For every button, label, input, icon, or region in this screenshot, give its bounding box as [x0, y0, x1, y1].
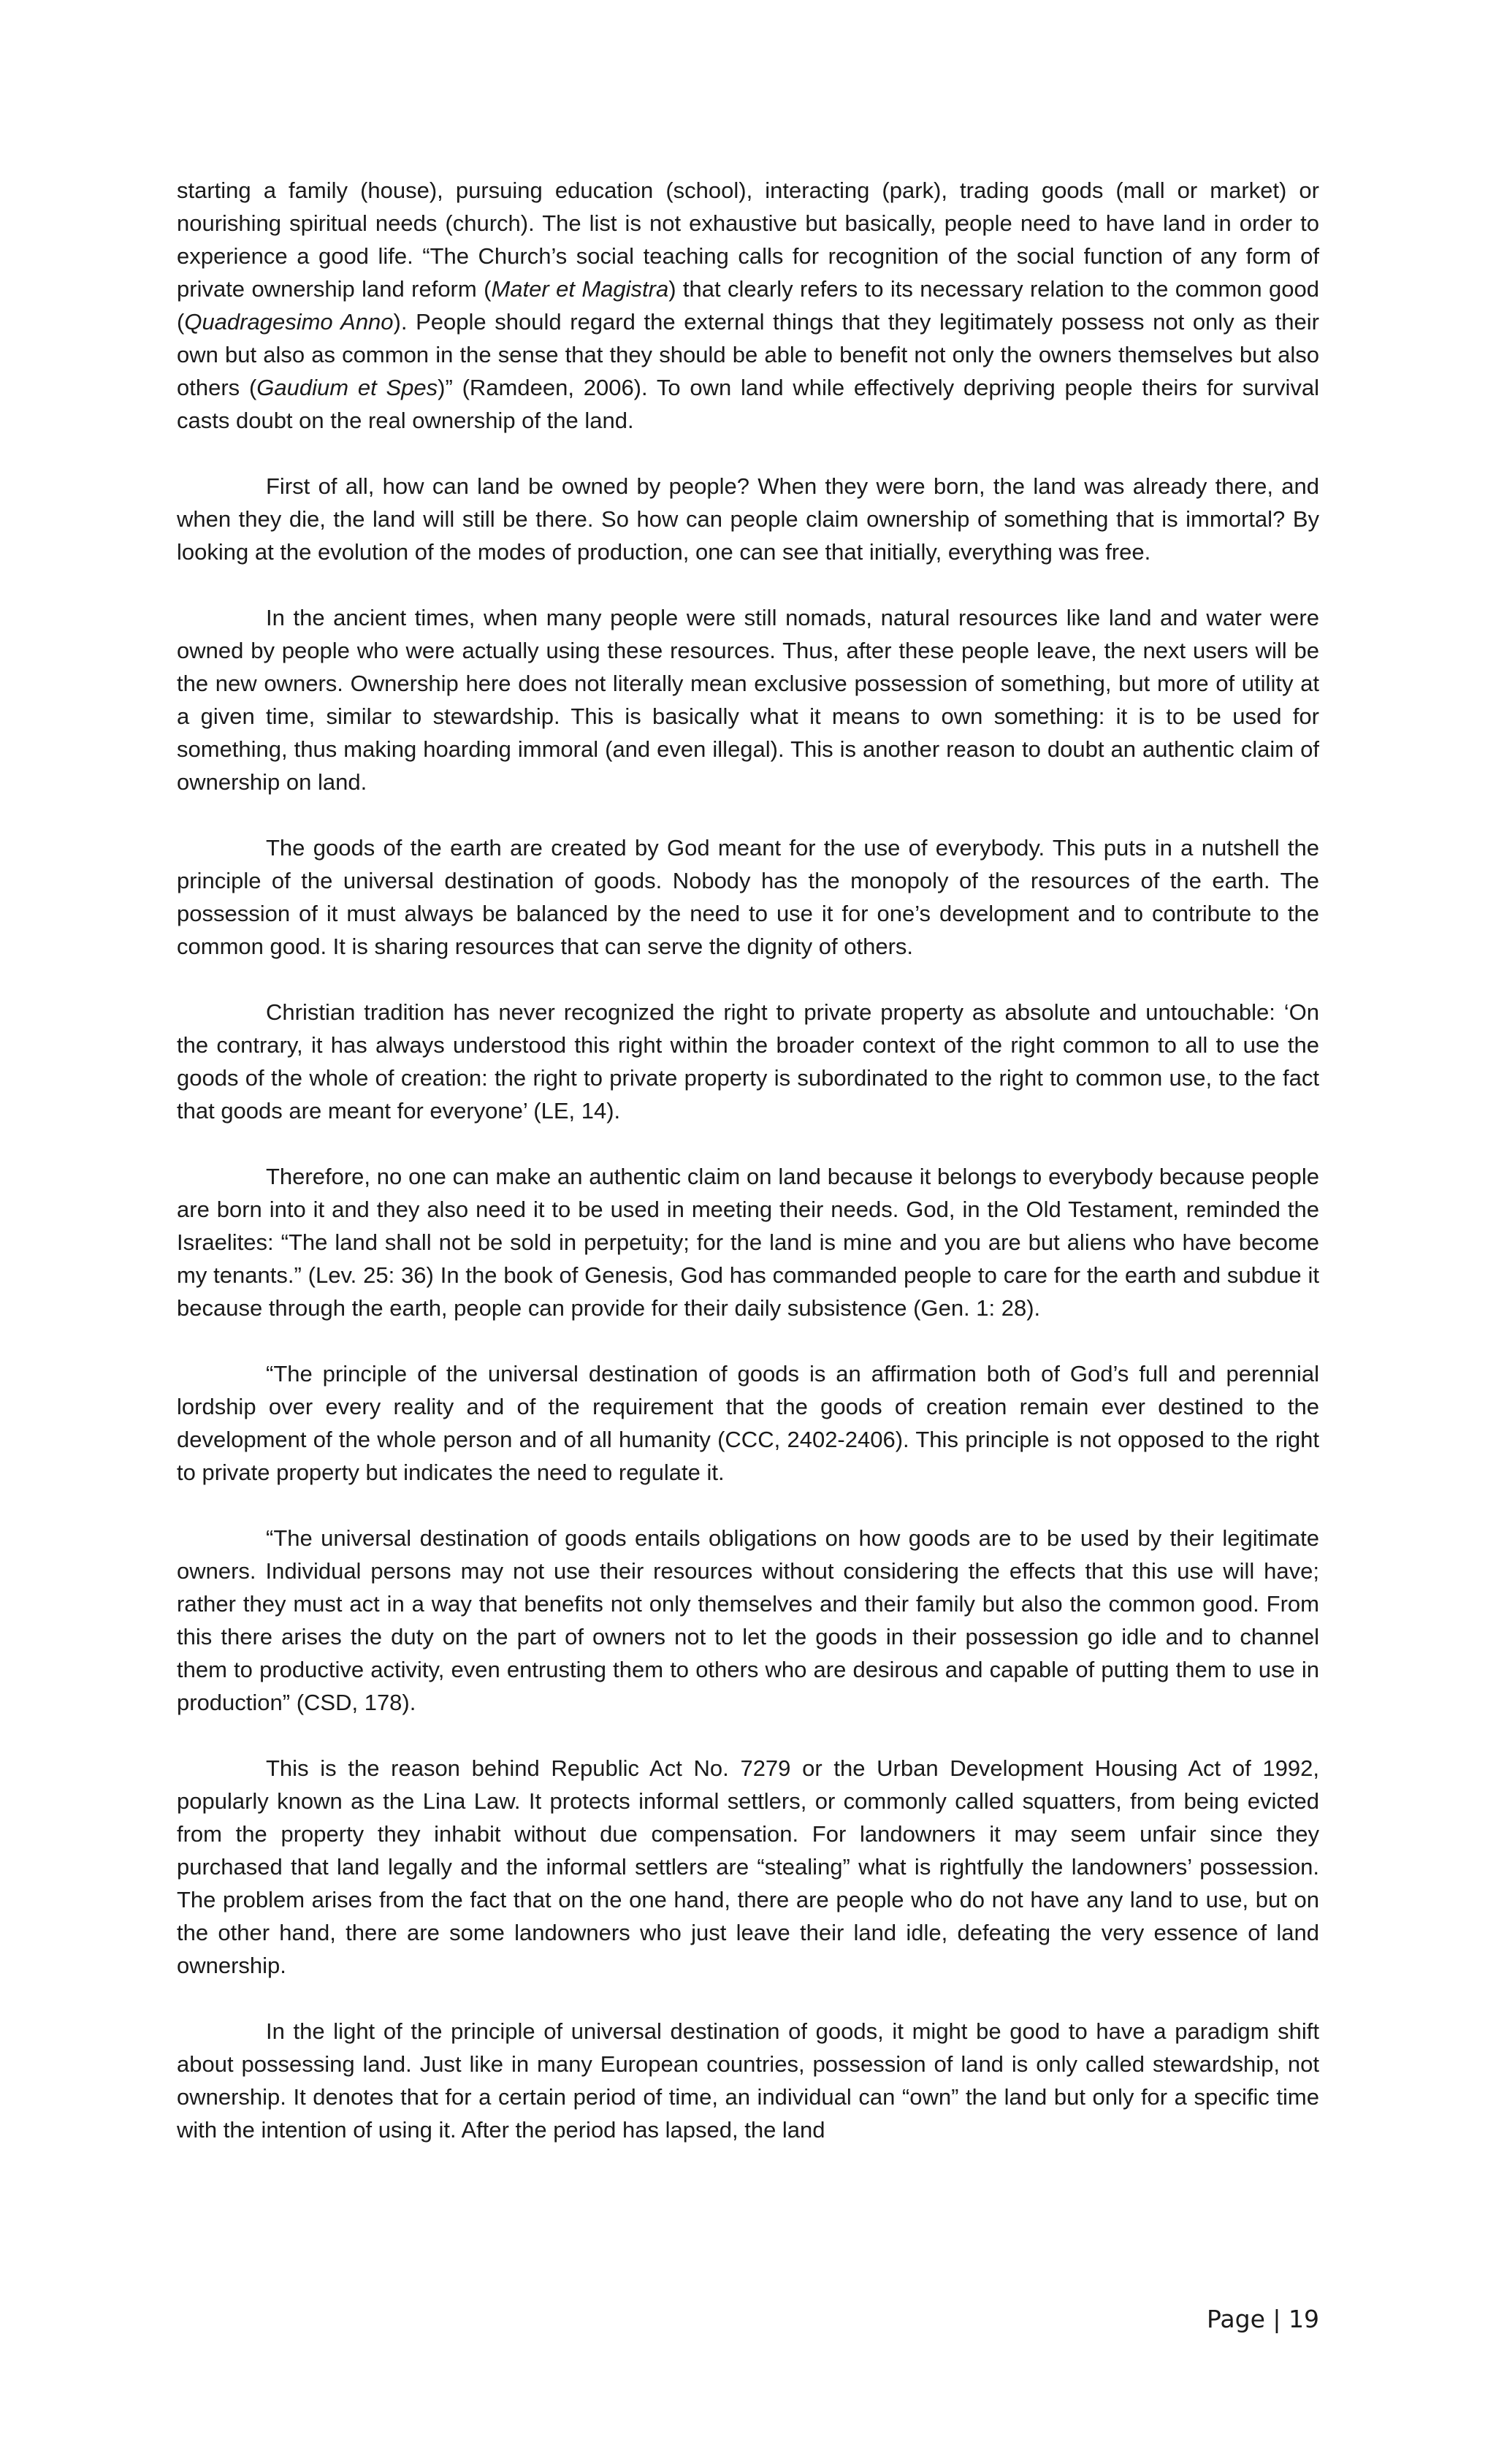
paragraph: [177, 601, 1319, 798]
italic-title: Gaudium et Spes: [256, 375, 438, 400]
paragraph: [177, 1357, 1319, 1489]
paragraph: [177, 1160, 1319, 1324]
text-segment: )” (Ramdeen, 2006). To own land while effectively depriving people theirs for survival casts doubt on the real ownership of the land.: [177, 375, 1319, 433]
paragraph: [177, 1752, 1319, 1982]
text-segment: The goods of the earth are created by God meant for the use of everybody. This puts in a nutshell the principle of the universal destination of goods. Nobody has the monopoly of the resources of the earth. The possession of it must always be balanced by the need to use it for one’s development and to contribute to the common good. It is sharing resources that can serve the dignity of others.: [177, 835, 1319, 959]
paragraph: [177, 996, 1319, 1127]
italic-title: Mater et Magistra: [491, 276, 669, 302]
paragraph: [177, 1522, 1319, 1719]
text-segment: In the light of the principle of universal destination of goods, it might be good to have a paradigm shift about possessing land. Just like in many European countries, possession of land is only called stewardship, not ownership. It denotes that for a certain period of time, an individual can “own” the land but only for a specific time with the intention of using it. After the period has lapsed, the land: [177, 2018, 1319, 2143]
paragraph: [177, 2015, 1319, 2146]
text-segment: Christian tradition has never recognized the right to private property as absolute and untouchable: ‘On the contrary, it has always understood this right within the broader context of the right common to all to use the goods of the whole of creation: the right to private property is subordinated to the right to common use, to the fact that goods are meant for everyone’ (LE, 14).: [177, 999, 1319, 1124]
body-text: [177, 174, 1319, 2146]
text-segment: First of all, how can land be owned by people? When they were born, the land was already there, and when they die, the land will still be there. So how can people claim ownership of something that is immortal? By looking at the evolution of the modes of production, one can see that initially, everything was free.: [177, 473, 1319, 565]
page-number: Page | 19: [1207, 2305, 1319, 2333]
text-segment: ). People should regard the external things that they legitimately possess not only as their own but also as common in the sense that they should be able to benefit not only the owners themselves but also others (: [177, 309, 1319, 400]
paragraph: [177, 470, 1319, 568]
text-segment: “The universal destination of goods entails obligations on how goods are to be used by their legitimate owners. Individual persons may not use their resources without considering the effects that this use will have; rather they must act in a way that benefits not only themselves and their family but also the common good. From this there arises the duty on the part of owners not to let the goods in their possession go idle and to channel them to productive activity, even entrusting them to others who are desirous and capable of putting them to use in production” (CSD, 178).: [177, 1525, 1319, 1715]
text-segment: “The principle of the universal destination of goods is an affirmation both of God’s full and perennial lordship over every reality and of the requirement that the goods of creation remain ever destined to the development of the whole person and of all humanity (CCC, 2402-2406). This principle is not opposed to the right to private property but indicates the need to regulate it.: [177, 1361, 1319, 1485]
text-segment: starting a family (house), pursuing education (school), interacting (park), trading goods (mall or market) or nourishing spiritual needs (church). The list is not exhaustive but basically, people need to have land in order to experience a good life. “The Church’s social teaching calls for recognition of the social function of any form of private ownership land reform (: [177, 178, 1319, 302]
text-segment: Therefore, no one can make an authentic claim on land because it belongs to everybody because people are born into it and they also need it to be used in meeting their needs. God, in the Old Testament, reminded the Israelites: “The land shall not be sold in perpetuity; for the land is mine and you are but aliens who have become my tenants.” (Lev. 25: 36) In the book of Genesis, God has commanded people to care for the earth and subdue it because through the earth, people can provide for their daily subsistence (Gen. 1: 28).: [177, 1164, 1319, 1321]
text-segment: In the ancient times, when many people were still nomads, natural resources like land and water were owned by people who were actually using these resources. Thus, after these people leave, the next users will be the new owners. Ownership here does not literally mean exclusive possession of something, but more of utility at a given time, similar to stewardship. This is basically what it means to own something: it is to be used for something, thus making hoarding immoral (and even illegal). This is another reason to doubt an authentic claim of ownership on land.: [177, 605, 1319, 795]
paragraph: [177, 174, 1319, 437]
paragraph: [177, 831, 1319, 963]
text-segment: ) that clearly refers to its necessary relation to the common good (: [177, 276, 1320, 335]
text-segment: This is the reason behind Republic Act No. 7279 or the Urban Development Housing Act of 1992, popularly known as the Lina Law. It protects informal settlers, or commonly called squatters, from being evicted from the property they inhabit without due compensation. For landowners it may seem unfair since they purchased that land legally and the informal settlers are “stealing” what is rightfully the landowners’ possession. The problem arises from the fact that on the one hand, there are people who do not have any land to use, but on the other hand, there are some landowners who just leave their land idle, defeating the very essence of land ownership.: [177, 1755, 1319, 1978]
italic-title: Quadragesimo Anno: [184, 309, 394, 335]
